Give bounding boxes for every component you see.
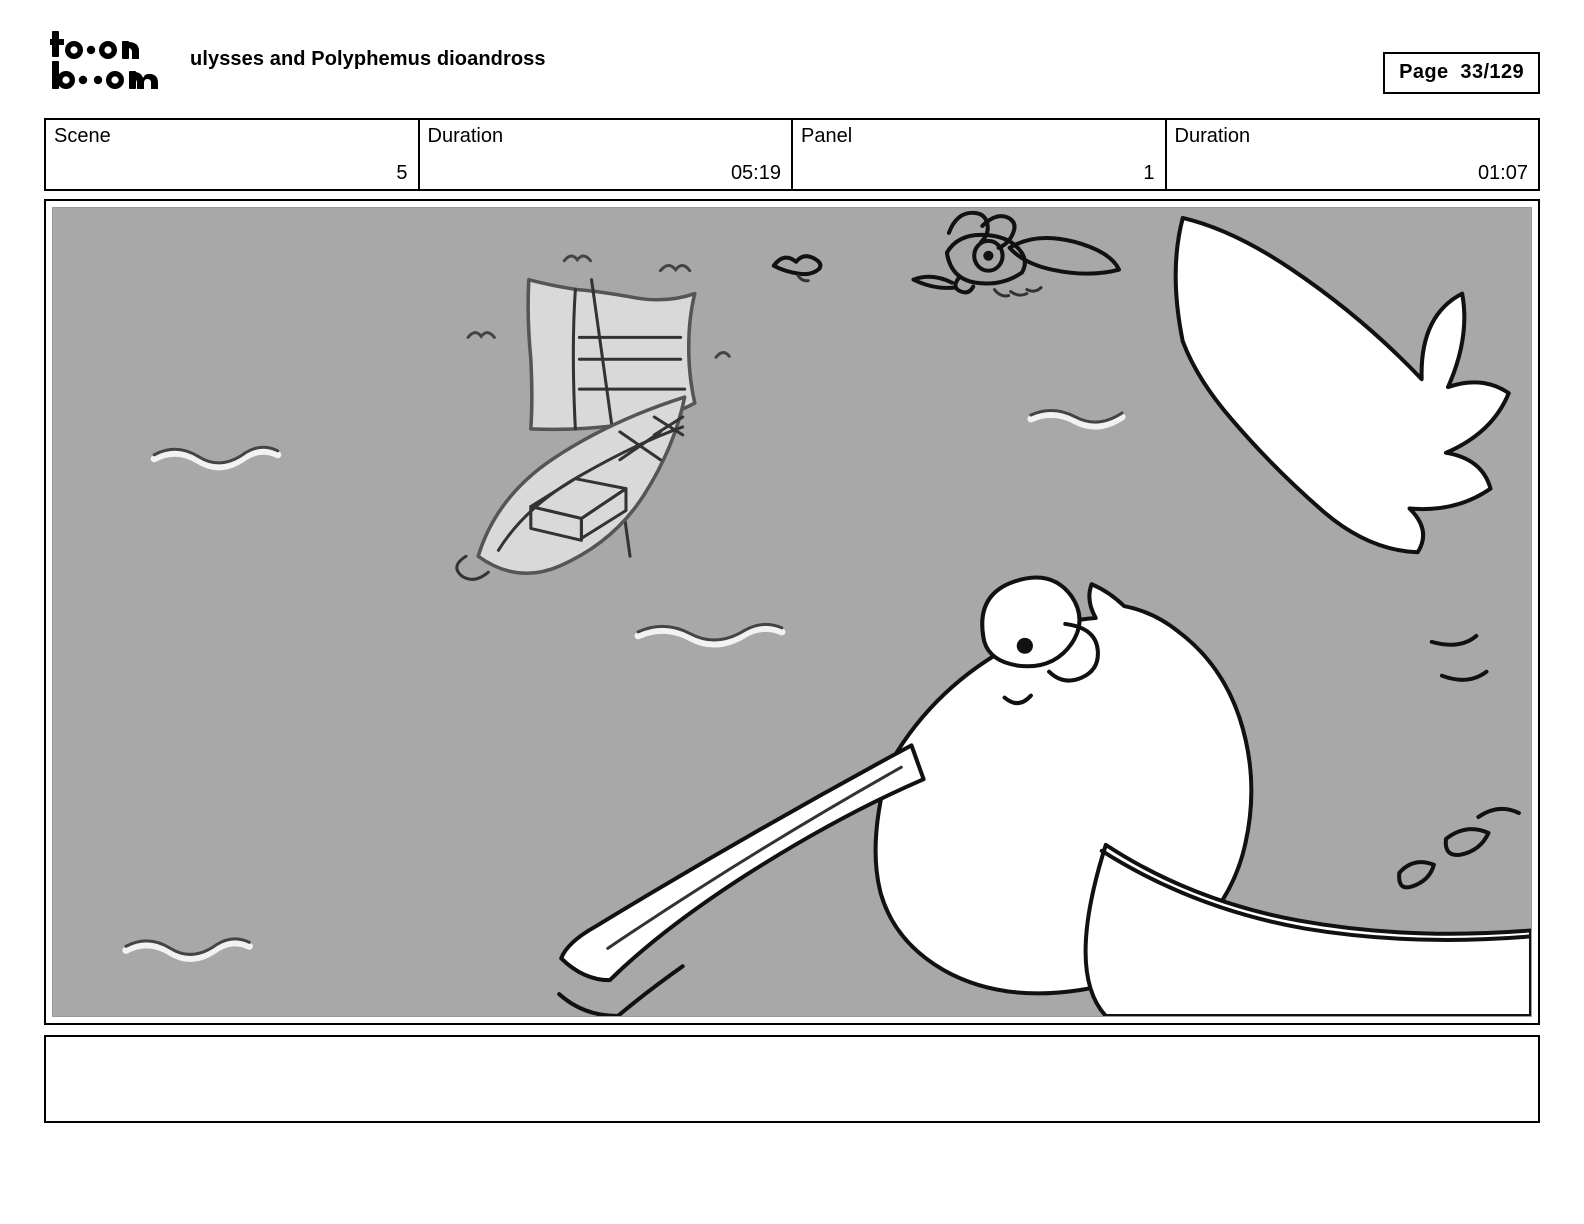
panel-value: 1 bbox=[1143, 162, 1155, 184]
toon-boom-logo-icon bbox=[50, 25, 170, 93]
page-number-badge bbox=[1383, 52, 1540, 94]
scene-duration-label: Duration bbox=[427, 125, 504, 147]
scene-duration-value: 05:19 bbox=[730, 162, 781, 184]
page-header bbox=[44, 0, 1540, 118]
panel-notes[interactable] bbox=[44, 1035, 1540, 1123]
scene-value: 5 bbox=[396, 162, 408, 184]
scene-meta-table bbox=[44, 118, 1540, 191]
meta-cell-panel-duration bbox=[1167, 120, 1539, 189]
scene-label: Scene bbox=[54, 125, 111, 147]
meta-cell-panel bbox=[793, 120, 1167, 189]
meta-cell-scene-duration bbox=[420, 120, 794, 189]
panel-duration-value: 01:07 bbox=[1477, 162, 1528, 184]
page-number-value: 33/129 bbox=[1460, 61, 1524, 83]
meta-cell-scene bbox=[46, 120, 420, 189]
page-number-label: Page bbox=[1399, 61, 1449, 83]
storyboard-panel-image bbox=[52, 207, 1532, 1017]
page-title: ulysses and Polyphemus dioandross bbox=[190, 47, 546, 70]
panel-label: Panel bbox=[801, 125, 853, 147]
panel-duration-label: Duration bbox=[1174, 125, 1251, 147]
storyboard-panel-frame bbox=[44, 199, 1540, 1025]
